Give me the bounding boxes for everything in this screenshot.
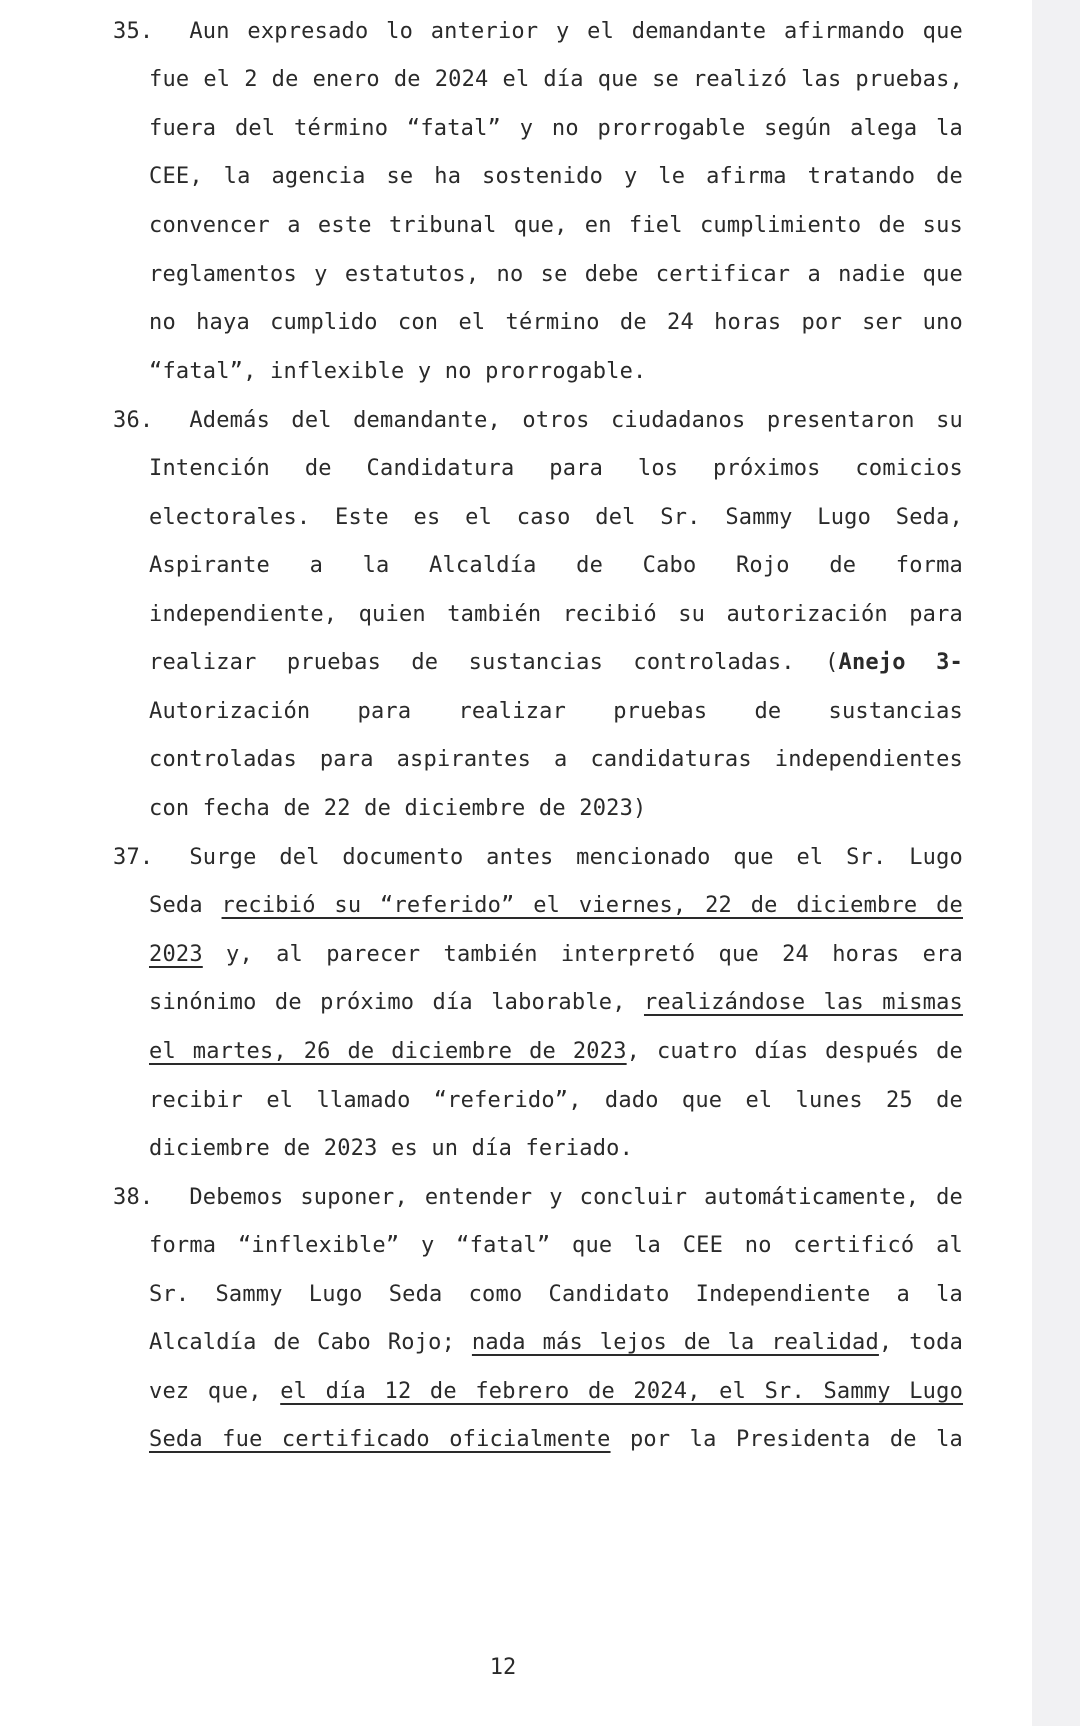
para-36-number: 36. [113,408,154,433]
para-35-line-2: fue el 2 de enero de 2024 el día que se realizó las pruebas, [149,67,963,92]
para-37-line-6: recibir el llamado “referido”, dado que el lunes 25 de [149,1088,963,1113]
para-35-line-1: 35. Aun expresado lo anterior y el demandante afirmando que [113,19,963,44]
para-38-line-2: forma “inflexible” y “fatal” que la CEE no certificó al [149,1233,963,1258]
para-38-number: 38. [113,1185,154,1210]
annex-reference: Anejo 3- [838,650,963,675]
para-37-line-4: sinónimo de próximo día laborable, realizándose las mismas [149,990,963,1015]
para-36-line-3: electorales. Este es el caso del Sr. Sammy Lugo Seda, [149,505,963,530]
para-36-line-2: Intención de Candidatura para los próximos comicios [149,456,963,481]
para-36-line-9: con fecha de 22 de diciembre de 2023) [149,796,647,821]
para-36-line-5: independiente, quien también recibió su autorización para [149,602,963,627]
viewer-side-margin [1032,0,1080,1726]
para-35-line-8: “fatal”, inflexible y no prorrogable. [149,359,647,384]
para-38-line-1: 38. Debemos suponer, entender y concluir automáticamente, de [113,1185,963,1210]
para-37-line-5: el martes, 26 de diciembre de 2023, cuatro días después de [149,1039,963,1064]
para-38-line-6: Seda fue certificado oficialmente por la Presidenta de la [149,1427,963,1452]
para-35-line-7: no haya cumplido con el término de 24 horas por ser uno [149,310,963,335]
para-37-line-1: 37. Surge del documento antes mencionado que el Sr. Lugo [113,845,963,870]
para-36-line-4: Aspirante a la Alcaldía de Cabo Rojo de forma [149,553,963,578]
para-35-line-6: reglamentos y estatutos, no se debe certificar a nadie que [149,262,963,287]
para-37-number: 37. [113,845,154,870]
para-36-line-7: Autorización para realizar pruebas de sustancias [149,699,963,724]
para-37-line-7: diciembre de 2023 es un día feriado. [149,1136,634,1161]
para-38-line-5: vez que, el día 12 de febrero de 2024, el Sr. Sammy Lugo [149,1379,964,1404]
page-number: 12 [489,1655,517,1680]
para-35-line-5: convencer a este tribunal que, en fiel cumplimiento de sus [149,213,963,238]
para-38-line-4: Alcaldía de Cabo Rojo; nada más lejos de la realidad, toda [149,1330,964,1355]
para-36-line-6: realizar pruebas de sustancias controladas. (Anejo 3- [149,650,963,675]
para-38-line-3: Sr. Sammy Lugo Seda como Candidato Independiente a la [149,1282,963,1307]
para-36-line-1: 36. Además del demandante, otros ciudadanos presentaron su [113,408,963,433]
para-37-line-2: Seda recibió su “referido” el viernes, 22 de diciembre de [149,893,963,918]
para-35-line-3: fuera del término “fatal” y no prorrogable según alega la [149,116,963,141]
para-37-line-3: 2023 y, al parecer también interpretó que 24 horas era [149,942,963,967]
para-35-number: 35. [113,19,154,44]
para-35-line-4: CEE, la agencia se ha sostenido y le afirma tratando de [149,164,963,189]
para-36-line-8: controladas para aspirantes a candidaturas independientes [149,747,963,772]
